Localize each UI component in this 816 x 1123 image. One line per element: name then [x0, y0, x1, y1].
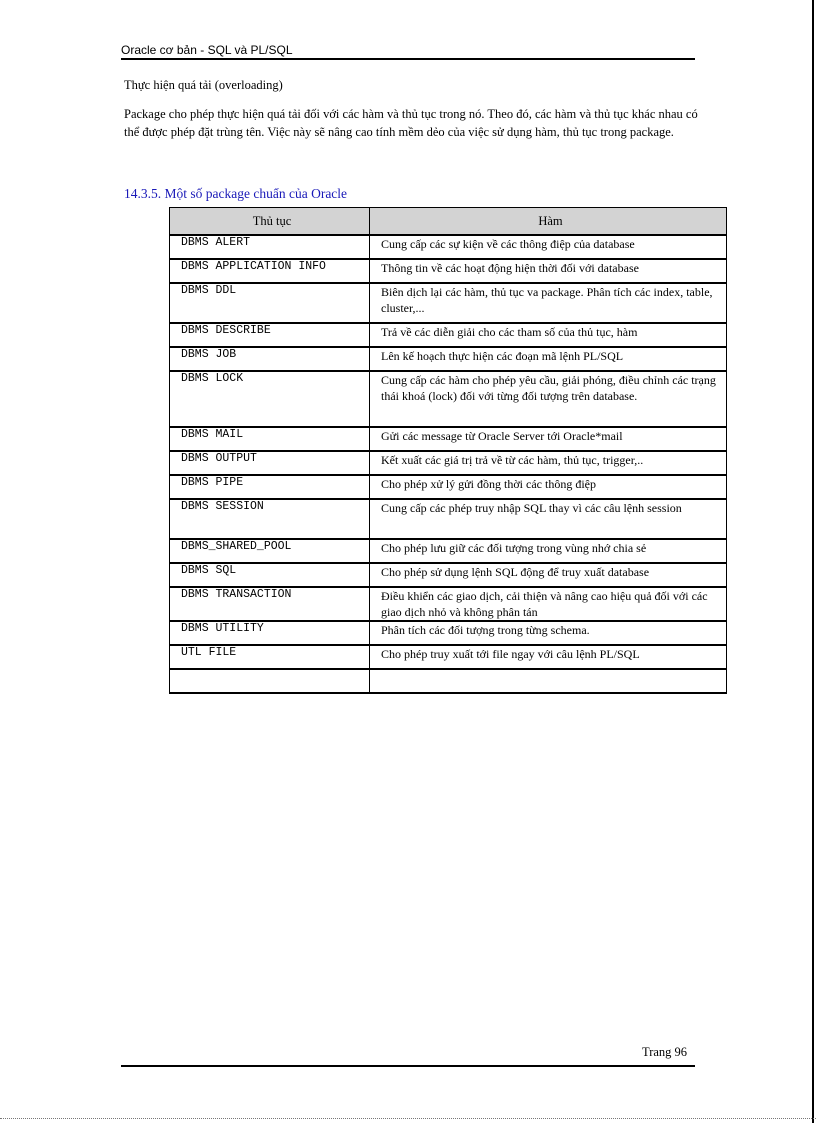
table-row [170, 669, 727, 693]
column-header-procedure: Thủ tục [170, 208, 370, 236]
package-name: DBMS OUTPUT [170, 451, 370, 475]
table-row [170, 499, 727, 539]
package-name: DBMS APPLICATION INFO [170, 259, 370, 283]
table-row [170, 563, 727, 587]
package-description: Biên dịch lại các hàm, thủ tục va package. Phân tích các index, table, cluster,... [370, 283, 727, 323]
package-name: DBMS UTILITY [170, 621, 370, 645]
package-description [370, 669, 727, 693]
package-name: DBMS JOB [170, 347, 370, 371]
package-description: Phân tích các đối tượng trong từng schema. [370, 621, 727, 645]
table-row [170, 645, 727, 669]
package-name: DBMS_SHARED_POOL [170, 539, 370, 563]
package-name: DBMS ALERT [170, 235, 370, 259]
table-header-row [170, 208, 727, 236]
table-row [170, 539, 727, 563]
table-row [170, 235, 727, 259]
package-description: Cho phép truy xuất tới file ngay với câu lệnh PL/SQL [370, 645, 727, 669]
package-description: Gửi các message từ Oracle Server tới Oracle*mail [370, 427, 727, 451]
table-row [170, 347, 727, 371]
table-row [170, 621, 727, 645]
package-table [169, 207, 727, 694]
page-header-title: Oracle cơ bản - SQL và PL/SQL [121, 43, 293, 57]
package-name: DBMS SESSION [170, 499, 370, 539]
package-description: Cho phép sử dụng lệnh SQL động để truy xuất database [370, 563, 727, 587]
package-description: Cho phép xử lý gửi đồng thời các thông điệp [370, 475, 727, 499]
header-rule [121, 58, 695, 60]
page-number: Trang 96 [642, 1045, 688, 1059]
page-bottom-edge [0, 1118, 816, 1119]
body-paragraph: Package cho phép thực hiện quá tải đối với các hàm và thủ tục trong nó. Theo đó, các hàm và thủ tục khác nhau có thể được phép đặt trùng tên. Việc này sẽ nâng cao tính mềm dẻo của việc sử dụng hàm, thủ tục trong package. [124, 107, 698, 139]
table-row [170, 371, 727, 427]
package-name: DBMS SQL [170, 563, 370, 587]
package-name: DBMS PIPE [170, 475, 370, 499]
table-row [170, 451, 727, 475]
package-name: DBMS DDL [170, 283, 370, 323]
column-header-function: Hàm [370, 208, 727, 236]
footer-rule [121, 1065, 695, 1067]
package-name: UTL FILE [170, 645, 370, 669]
package-description: Thông tin về các hoạt động hiện thời đối với database [370, 259, 727, 283]
package-description: Cung cấp các sự kiện về các thông điệp của database [370, 235, 727, 259]
package-description: Lên kế hoạch thực hiện các đoạn mã lệnh PL/SQL [370, 347, 727, 371]
package-name: DBMS TRANSACTION [170, 587, 370, 621]
package-description: Trả về các diễn giải cho các tham số của thủ tục, hàm [370, 323, 727, 347]
package-name [170, 669, 370, 693]
section-heading: 14.3.5. Một số package chuẩn của Oracle [124, 186, 348, 201]
package-name: DBMS LOCK [170, 371, 370, 427]
table-row [170, 283, 727, 323]
package-description: Cho phép lưu giữ các đối tượng trong vùng nhớ chia sẻ [370, 539, 727, 563]
package-name: DBMS DESCRIBE [170, 323, 370, 347]
page-border [812, 0, 814, 1123]
table-row [170, 475, 727, 499]
package-description: Điều khiển các giao dịch, cải thiện và nâng cao hiệu quả đối với các giao dịch nhỏ và không phân tán [370, 587, 727, 621]
table-row [170, 259, 727, 283]
package-description: Cung cấp các hàm cho phép yêu cầu, giải phóng, điều chỉnh các trạng thái khoá (lock) đối với từng đối tượng trên database. [370, 371, 727, 427]
package-description: Kết xuất các giá trị trả về từ các hàm, thủ tục, trigger,.. [370, 451, 727, 475]
table-row [170, 427, 727, 451]
table-row [170, 323, 727, 347]
package-description: Cung cấp các phép truy nhập SQL thay vì các câu lệnh session [370, 499, 727, 539]
subheading: Thực hiện quá tải (overloading) [124, 78, 283, 92]
table-row [170, 587, 727, 621]
package-name: DBMS MAIL [170, 427, 370, 451]
